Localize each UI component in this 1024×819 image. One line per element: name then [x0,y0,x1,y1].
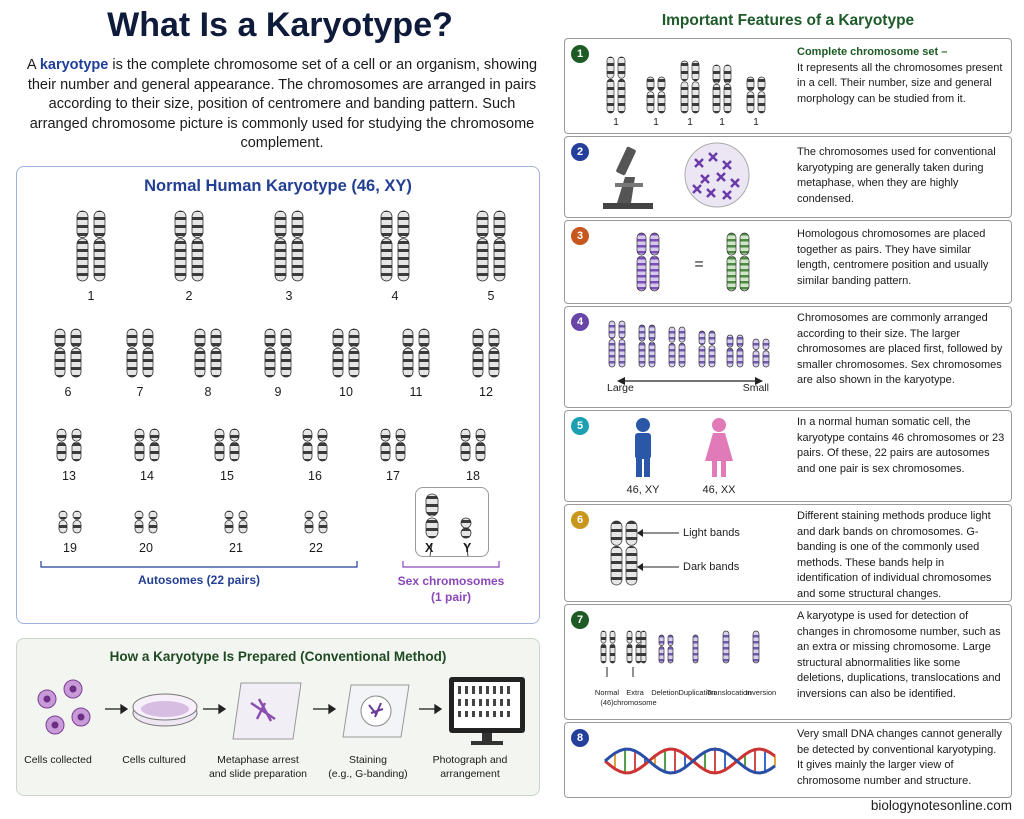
chromosome-pair [301,427,329,468]
feature-illustration [595,307,791,407]
feature-heading: Complete chromosome set – [797,46,948,58]
pair-number: 15 [220,469,234,483]
chromosome-pair [263,327,293,384]
feature-body: Very small DNA changes cannot generally be detected by conventional karyotyping. It gives mainly the larger view of chromosome number and structure. [797,728,1002,787]
feature-text [797,509,1005,602]
method-step-label [99,753,209,767]
method-step-label [3,753,113,767]
chromosome-pair-icon [133,509,159,535]
feature-art [595,505,791,606]
pair-number: 4 [391,289,399,303]
chromosome-pair-icon [125,327,155,379]
chromosome-pair [459,427,487,468]
chromosome-pair [133,509,159,540]
autosomes-label: Autosomes (22 pairs) [137,573,261,587]
chromosome-pair-icon [263,327,293,379]
feature-body: It represents all the chromosomes present in a cell. Their number, size and general morphology can be studied from it. [797,61,1003,105]
pair-one-label: 1 [613,117,619,128]
feature-art [595,137,791,222]
feature-illustration [595,221,791,303]
female-figure-icon [705,418,733,477]
feature-text [797,609,1005,702]
inversion-label: Inversion [745,688,777,697]
intro-after: is the complete chromosome set of a cell or an organism, showing their number and general appearance. The chromosomes are arranged in pairs according to their size, position of centromere and banding pattern. Such arranged chromosome picture is commonly used for studying the chromosome complement. [27,57,538,151]
feature-illustration [595,137,791,217]
chromosome-pair-icon [193,327,223,379]
pair-number: 11 [409,385,423,399]
pair-number: 9 [274,385,282,399]
intro-keyword: karyotype [39,57,109,73]
pair-number: 10 [339,385,353,399]
feature-body: Homologous chromosomes are placed together as pairs. They have similar length, centromere position and usually similar banding pattern. [797,228,989,287]
chromosome-pair [401,327,431,384]
deletion-label: Deletion [651,688,679,697]
chromosome-pair [379,209,411,288]
chromosome-pair [475,209,507,288]
step-line1: Photograph and [432,754,508,766]
female-karyotype-label: 46, XX [702,484,736,496]
sex-label-line2: (1 pair) [430,590,471,604]
pair-number: 20 [139,541,153,555]
feature-card [564,306,1012,408]
step-line1: Staining [349,754,387,766]
chromosome-pair [55,427,83,468]
male-figure-icon [635,418,651,477]
feature-illustration [595,39,791,133]
pair-one-label: 1 [719,117,725,128]
step-line2: arrangement [440,768,500,780]
chromosome-pair [125,327,155,384]
feature-number-badge: 3 [571,227,589,245]
pair-number: 8 [204,385,212,399]
chromosome-pair-icon [303,509,329,535]
feature-body: A karyotype is used for detection of changes in chromosome number, such as an extra or missing chromosome. Large structural abnormalities like some deletions, duplications, translocations and inversions can also be identified. [797,610,1001,700]
chromosome-pair-icon [273,209,305,283]
feature-art [595,605,791,724]
chromosome-pair-icon [133,427,161,463]
chromosome-pair-icon [53,327,83,379]
pair-one-label: 1 [753,117,759,128]
feature-number-badge: 2 [571,143,589,161]
method-panel [16,638,540,796]
pair-number: 16 [308,469,322,483]
feature-card [564,410,1012,502]
chromosome-pair [303,509,329,540]
feature-text [797,45,1005,107]
pair-number: 18 [466,469,480,483]
feature-card [564,604,1012,720]
chromosome-pair [173,209,205,288]
pair-number: 3 [285,289,293,303]
feature-body: Different staining methods produce light and dark bands on chromosomes. G-banding is one of the commonly used methods. These bands help in identification of individual chromosomes and some structural changes. [797,510,992,600]
pair-number: 22 [309,541,323,555]
duplication-label: Duplication [678,688,716,697]
pair-number: 13 [62,469,76,483]
chromosome-pair [331,327,361,384]
chromosome-pair [193,327,223,384]
method-step-label [203,753,313,781]
feature-number-badge: 5 [571,417,589,435]
chromosome-pair [57,509,83,540]
step-line2: (e.g., G-banding) [328,768,408,780]
method-steps [17,639,539,795]
feature-card [564,220,1012,304]
feature-card [564,722,1012,798]
pair-number: 6 [64,385,72,399]
pair-number: 21 [229,541,243,555]
karyotype-title: Normal Human Karyotype (46, XY) [144,177,412,195]
chromosome-pair-icon [173,209,205,283]
chromosome-pair-icon [75,209,107,283]
feature-art [595,221,791,308]
sex-chromosomes-label [391,573,511,605]
dna-helix-icon [605,749,775,773]
karyotype-panel [16,166,540,624]
feature-illustration [595,723,791,797]
chromosome-pair [223,509,249,540]
step-line2: and slide preparation [208,768,308,780]
intro-paragraph [18,56,546,154]
translocation-label: Translocation [706,688,752,697]
extra-chromosome-label: chromosome [613,698,657,707]
feature-card [564,136,1012,218]
pair-number: 12 [479,385,493,399]
chromosome-pair-icon [401,327,431,379]
features-title: Important Features of a Karyotype [661,12,915,29]
feature-card [564,38,1012,134]
pair-number: 14 [140,469,154,483]
step-line1: Metaphase arrest [217,754,299,766]
chromosome-pair-icon [301,427,329,463]
chromosome-pair [213,427,241,468]
pair-one-label: 1 [687,117,693,128]
chromosome-pair-icon [379,427,407,463]
intro-before: A [26,57,40,73]
method-step-label [415,753,525,781]
feature-number-badge: 4 [571,313,589,331]
sex-bracket [401,559,501,571]
pair-number: 19 [63,541,77,555]
autosome-bracket [39,559,359,571]
chromosome-pair-icon [379,209,411,283]
chromosome-pair [53,327,83,384]
small-label: Small [742,382,769,394]
sex-label-line1: Sex chromosomes [397,574,505,588]
chromosome-pair [75,209,107,288]
chromosome-pair-icon [57,509,83,535]
large-label: Large [607,382,634,394]
equals-sign: = [694,256,704,273]
pair-number: 7 [136,385,144,399]
y-label: Y [463,541,472,555]
pair-number: 1 [87,289,95,303]
feature-text [797,311,1005,389]
method-title: How a Karyotype Is Prepared (Conventional Method) [109,649,447,664]
normal-count-label: (46) [600,698,614,707]
feature-text [797,415,1005,477]
chromosome-pair-icon [331,327,361,379]
feature-illustration [595,605,791,719]
chromosome-pair [133,427,161,468]
feature-number-badge: 1 [571,45,589,63]
extra-label: Extra [626,688,644,697]
step-line1: Cells cultured [122,754,186,766]
chromosome-pair [379,427,407,468]
pair-number: 17 [386,469,400,483]
chromosome-pair-icon [475,209,507,283]
feature-body: Chromosomes are commonly arranged according to their size. The larger chromosomes are placed first, followed by smaller chromosomes. Sex chromosomes are also shown in the karyotype. [797,312,1003,386]
chromosome-pair-icon [459,427,487,463]
feature-number-badge: 7 [571,611,589,629]
feature-text [797,145,1005,207]
chromosome-pair [273,209,305,288]
step-line1: Cells collected [24,754,92,766]
feature-text [797,227,1005,289]
chromosome-pair-icon [471,327,501,379]
feature-illustration [595,411,791,501]
feature-art [595,411,791,506]
feature-art [595,39,791,138]
microscope-icon [603,146,653,209]
feature-body: In a normal human somatic cell, the karyotype contains 46 chromosomes or 23 pairs. Of these, 22 pairs are autosomes and one pair is sex chromosomes. [797,416,1005,475]
feature-number-badge: 8 [571,729,589,747]
light-bands-label: Light bands [683,527,740,539]
chromosome-pair-icon [223,509,249,535]
page-title: What Is a Karyotype? [107,6,453,44]
chromosome-pair-icon [55,427,83,463]
x-label: X [425,541,434,555]
feature-body: The chromosomes used for conventional karyotyping are generally taken during metaphase, when they are highly condensed. [797,146,996,205]
feature-art [595,723,791,802]
dark-bands-label: Dark bands [683,561,740,573]
pair-number: 2 [185,289,193,303]
feature-art [595,307,791,412]
feature-card [564,504,1012,602]
chromosome-pair-icon [213,427,241,463]
feature-number-badge: 6 [571,511,589,529]
pair-one-label: 1 [653,117,659,128]
feature-text [797,727,1005,789]
normal-label: Normal [595,688,620,697]
feature-illustration [595,505,791,601]
chromosome-pair [471,327,501,384]
pair-number: 5 [487,289,495,303]
site-footer: biologynotesonline.com [870,798,1012,813]
method-step-label [313,753,423,781]
male-karyotype-label: 46, XY [626,484,660,496]
